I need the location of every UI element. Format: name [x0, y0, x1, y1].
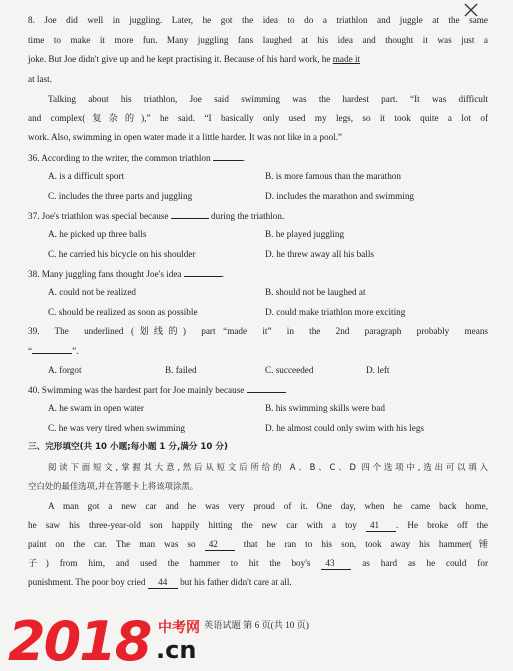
question-39-stem-line2: “ ”.	[28, 346, 79, 356]
option-39-d: D. left	[366, 365, 390, 375]
option-39-a: A. forgot	[48, 365, 82, 375]
question-36-stem: 36. According to the writer, the common triathlon .	[28, 153, 246, 163]
cloze-line: paint on the car. The man was so 42 that he ran to his son, took away his hammer(锤	[28, 539, 489, 549]
option-36-d: D. includes the marathon and swimming	[265, 191, 415, 201]
passage-line: work. Also, swimming in open water made it a little harder. It was not like in a pool.”	[28, 132, 343, 142]
passage-line: 8. Joe did well in juggling. Later, he got the idea to do a triathlon and juggle at the same	[28, 15, 488, 25]
option-37-b: B. he played juggling	[265, 229, 345, 239]
cloze-blank-44: 44	[148, 576, 178, 589]
option-36-b: B. is more famous than the marathon	[265, 171, 401, 181]
cloze-line: punishment. The poor boy cried 44 but his father didn't care at all.	[28, 577, 292, 587]
option-40-d: D. he almost could only swim with his legs	[265, 423, 424, 433]
question-39-stem: 39. The underlined (划线的) part “made it” in the 2nd paragraph probably means	[28, 326, 488, 336]
option-37-d: D. he threw away all his balls	[265, 249, 374, 259]
passage-line: joke. But Joe didn't give up and he kept practising it. Because of his hard work, he made it	[28, 54, 361, 64]
passage-line: at last.	[28, 74, 52, 84]
option-37-a: A. he picked up three balls	[48, 229, 147, 239]
section-instruction: 空白处的最佳选项,并在答题卡上将该项涂黑。	[28, 481, 199, 491]
section-instruction: 阅读下面短文,掌握其大意,然后从短文后所给的 A、B、C、D 四个选项中,选出可以填入	[48, 462, 488, 472]
option-38-b: B. should not be laughed at	[265, 287, 366, 297]
passage-line: and complex(复杂的),” he said. “I basically only used my legs, so it took quite a lot of	[28, 113, 488, 123]
watermark-year: 2018	[8, 610, 151, 666]
section-heading: 三、完形填空(共 10 小题;每小题 1 分,满分 10 分)	[28, 442, 228, 452]
page-footer: 英语试题 第 6 页(共 10 页)	[204, 620, 309, 630]
option-40-c: C. he was very tired when swimming	[48, 423, 186, 433]
cloze-blank-43: 43	[321, 557, 351, 570]
watermark-domain: .cn	[156, 636, 197, 664]
option-40-a: A. he swam in open water	[48, 403, 144, 413]
cloze-blank-41: 41	[366, 519, 396, 532]
option-38-c: C. should be realized as soon as possible	[48, 307, 198, 317]
watermark-site: 中考网	[158, 620, 200, 636]
question-37-stem: 37. Joe's triathlon was special because during the triathlon.	[28, 211, 285, 221]
question-38-stem: 38. Many juggling fans thought Joe's idea .	[28, 269, 225, 279]
option-38-a: A. could not be realized	[48, 287, 137, 297]
option-39-c: C. succeeded	[265, 365, 314, 375]
option-38-d: D. could make triathlon more exciting	[265, 307, 406, 317]
option-39-b: B. failed	[165, 365, 197, 375]
cloze-line: 子) from him, and used the hammer to hit the boy's 43 as hard as he could for	[28, 558, 489, 568]
option-37-c: C. he carried his bicycle on his shoulder	[48, 249, 196, 259]
passage-line: time to make it more fun. Many juggling fans laughed at his idea and thought it was just a	[28, 35, 488, 45]
option-40-b: B. his swimming skills were bad	[265, 403, 385, 413]
question-40-stem: 40. Swimming was the hardest part for Joe mainly because .	[28, 385, 287, 395]
passage-line: Talking about his triathlon, Joe said swimming was the hardest part. “It was difficult	[48, 94, 488, 104]
cloze-line: he saw his three-year-old son happily hitting the new car with a toy 41 . He broke off the	[28, 520, 489, 530]
option-36-c: C. includes the three parts and juggling	[48, 191, 193, 201]
option-36-a: A. is a difficult sport	[48, 171, 125, 181]
watermark-logo	[6, 606, 216, 666]
cloze-blank-42: 42	[205, 538, 235, 551]
cloze-line: A man got a new car and he was very proud of it. One day, when he came back home,	[48, 501, 488, 511]
underlined-phrase: made it	[332, 54, 361, 64]
